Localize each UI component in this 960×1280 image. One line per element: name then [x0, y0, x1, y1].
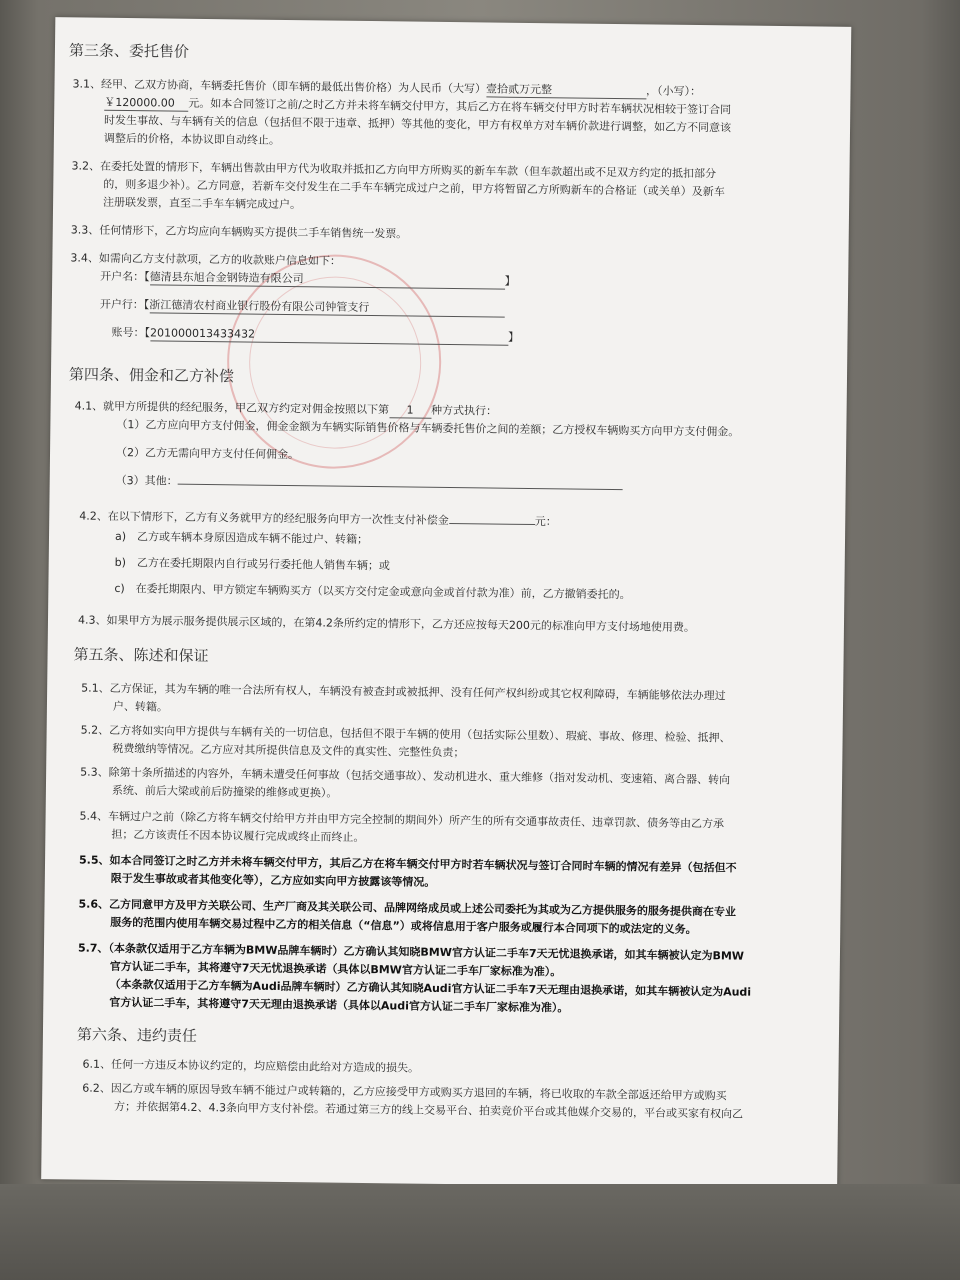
- clause-3-1-line-3: 时发生事故、与车辆有关的信息（包括但不限于违章、抵押）等其他的变化，甲方有权单方对车辆价款进行调整，如乙方不同意该: [104, 113, 732, 135]
- clause-5-7-line-4: 官方认证二手车，其将遵守7天无理由退换承诺（具体以Audi官方认证二手车厂家标准为准）。: [109, 995, 569, 1015]
- clause-5-6-line-2: 服务的范围内使用车辆交易过程中乙方的相关信息（“信息”）或将信息用于客户服务或履行本合同项下的或法定的义务。: [110, 915, 697, 937]
- clause-6-2-line-1: 6.2、因乙方或车辆的原因导致车辆不能过户或转籍的，乙方应接受甲方或购买方退回的车辆，将已收取的车款全部返还给甲方或购买: [82, 1081, 727, 1103]
- clause-3-1-line-2: ￥120000.00 元。如本合同签订之前/之时乙方并未将车辆交付甲方，其后乙方在将车辆交付甲方时若车辆状况相较于签订合同: [104, 95, 732, 117]
- clause-5-7-line-1: 5.7、（本条款仅适用于乙方车辆为BMW品牌车辆时）乙方确认其知晓BMW官方认证二手车7天无忧退换承诺，如其车辆被认定为BMW: [77, 941, 745, 963]
- section-4-title: 第四条、佣金和乙方补偿: [68, 365, 235, 386]
- clause-6-2-line-2: 方；并依据第4.2、4.3条向甲方支付补偿。若通过第三方的线上交易平台、拍卖竞价平台或其他媒介交易的，平台或买家有权向乙: [113, 1099, 744, 1121]
- section-3-title: 第三条、委托售价: [68, 41, 190, 61]
- clause-5-4-line-1: 5.4、车辆过户之前（除乙方将车辆交付给甲方并由甲方完全控制的期间外）所产生的所有交通事故责任、违章罚款、债务等由乙方承: [79, 809, 725, 831]
- clause-5-5-line-1: 5.5、如本合同签订之时乙方并未将车辆交付甲方，其后乙方在将车辆交付甲方时若车辆状况与签订合同时车辆的情况有差异（包括但不: [78, 853, 737, 875]
- commission-option-2: （2）乙方无需向甲方支付任何佣金。: [115, 445, 300, 462]
- clause-3-2-line-1: 3.2、在委托处置的情形下，车辆出售款由甲方代为收取并抵扣乙方向甲方所购买的新车车款（但车款超出或不足双方约定的抵扣部分: [71, 159, 717, 181]
- clause-4-1: 4.1、就甲方所提供的经纪服务，甲乙双方约定对佣金按照以下第 1 种方式执行：: [74, 399, 498, 418]
- clause-5-4-line-2: 担；乙方该责任不因本协议履行完成或终止而终止。: [111, 827, 365, 844]
- clause-5-5-line-2: 限于发生事故或者其他变化等），乙方应如实向甲方披露该等情况。: [110, 871, 436, 889]
- desk-surface: [0, 1184, 960, 1280]
- clause-5-1-line-1: 5.1、乙方保证，其为车辆的唯一合法所有权人，车辆没有被查封或被抵押、没有任何产权纠纷或其它权利障碍，车辆能够依法办理过: [81, 681, 726, 703]
- account-bank-row: 开户行：【浙江德清农村商业银行股份有限公司钟管支行: [100, 298, 505, 318]
- commission-option-3: （3）其他：: [116, 474, 623, 494]
- clause-4-2-b: b) 乙方在委托期限内自行或另行委托他人销售车辆；或: [114, 555, 391, 573]
- document-page: [41, 17, 851, 1189]
- clause-4-2: 4.2、在以下情形下，乙方有义务就甲方的经纪服务向甲方一次性支付补偿金 元：: [79, 509, 557, 529]
- clause-6-1: 6.1、任何一方违反本协议约定的，均应赔偿由此给对方造成的损失。: [82, 1057, 420, 1075]
- account-name-row: 开户名：【德清县东旭合金钢铸造有限公司 】: [100, 269, 516, 288]
- clause-5-1-line-2: 户、转籍。: [112, 699, 169, 714]
- account-number-row: 账号：【201000013433432 】: [111, 325, 520, 344]
- clause-5-7-line-3: （本条款仅适用于乙方车辆为Audi品牌车辆时）乙方确认其知晓Audi官方认证二手车7天无理由退换承诺，如其车辆被认定为Audi: [109, 977, 752, 999]
- clause-4-2-a: a) 乙方或车辆本身原因造成车辆不能过户、转籍；: [114, 529, 369, 547]
- commission-option-1: （1）乙方应向甲方支付佣金，佣金金额为车辆实际销售价格与车辆委托售价之间的差额；乙方授权车辆购买方向甲方支付佣金。: [116, 417, 740, 439]
- account-name-value: 德清县东旭合金钢铸造有限公司: [150, 270, 505, 289]
- clause-3-1-line-4: 调整后的价格，本协议即自动终止。: [103, 131, 280, 147]
- account-number-value: 201000013433432: [150, 326, 508, 345]
- clause-5-3-line-2: 系统、前后大梁或前后防撞梁的维修或更换）。: [111, 783, 338, 800]
- section-5-title: 第五条、陈述和保证: [73, 645, 209, 666]
- clause-5-2-line-2: 税费缴纳等情况。乙方应对其所提供信息及文件的真实性、完整性负责；: [112, 741, 465, 760]
- price-lower-field: ￥120000.00: [104, 96, 188, 112]
- clause-4-3: 4.3、如果甲方为展示服务提供展示区域的，在第4.2条所约定的情形下，乙方还应按每天200元的标准向甲方支付场地使用费。: [77, 613, 696, 635]
- clause-3-1-line-1: 3.1、经甲、乙双方协商，车辆委托售价（即车辆的最低出售价格）为人民币（大写）壹拾贰万元整 ，（小写）：: [72, 77, 702, 99]
- clause-5-7-line-2: 官方认证二手车，其将遵守7天无忧退换承诺（具体以BMW官方认证二手车厂家标准为准）。: [109, 959, 562, 979]
- clause-3-4: 3.4、如需向乙方支付款项，乙方的收款账户信息如下：: [70, 251, 341, 268]
- compensation-amount-blank: [449, 523, 535, 525]
- account-bank-value: 浙江德清农村商业银行股份有限公司钟管支行: [149, 298, 504, 317]
- commission-option-field: 1: [389, 403, 431, 419]
- clause-5-2-line-1: 5.2、乙方将如实向甲方提供与车辆有关的一切信息，包括但不限于车辆的使用（包括实际公里数）、瑕疵、事故、修理、检验、抵押、: [80, 723, 731, 745]
- clause-3-3: 3.3、任何情形下，乙方均应向车辆购买方提供二手车销售统一发票。: [70, 223, 408, 241]
- clause-3-2-line-2: 的，则多退少补）。乙方同意，若新车交付发生在二手车车辆完成过户之前，甲方将暂留乙方所购新车的合格证（或关单）及新车: [103, 177, 725, 199]
- clause-5-6-line-1: 5.6、乙方同意甲方及甲方关联公司、生产厂商及其关联公司、品牌网络成员或上述公司委托为其或为乙方提供服务的服务提供商在专业: [78, 897, 737, 919]
- section-6-title: 第六条、违约责任: [76, 1025, 198, 1045]
- price-upper-field: 壹拾贰万元整: [486, 82, 646, 99]
- clause-4-2-c: c) 在委托期限内、甲方锁定车辆购买方（以买方交付定金或意向金或首付款为准）前，乙方撤销委托的。: [114, 581, 631, 602]
- other-option-blank: [178, 484, 623, 490]
- clause-3-2-line-3: 注册联发票，直至二手车车辆完成过户。: [103, 195, 302, 212]
- clause-5-3-line-1: 5.3、除第十条所描述的内容外，车辆未遭受任何事故（包括交通事故）、发动机进水、重大维修（指对发动机、变速箱、离合器、转向: [80, 765, 731, 787]
